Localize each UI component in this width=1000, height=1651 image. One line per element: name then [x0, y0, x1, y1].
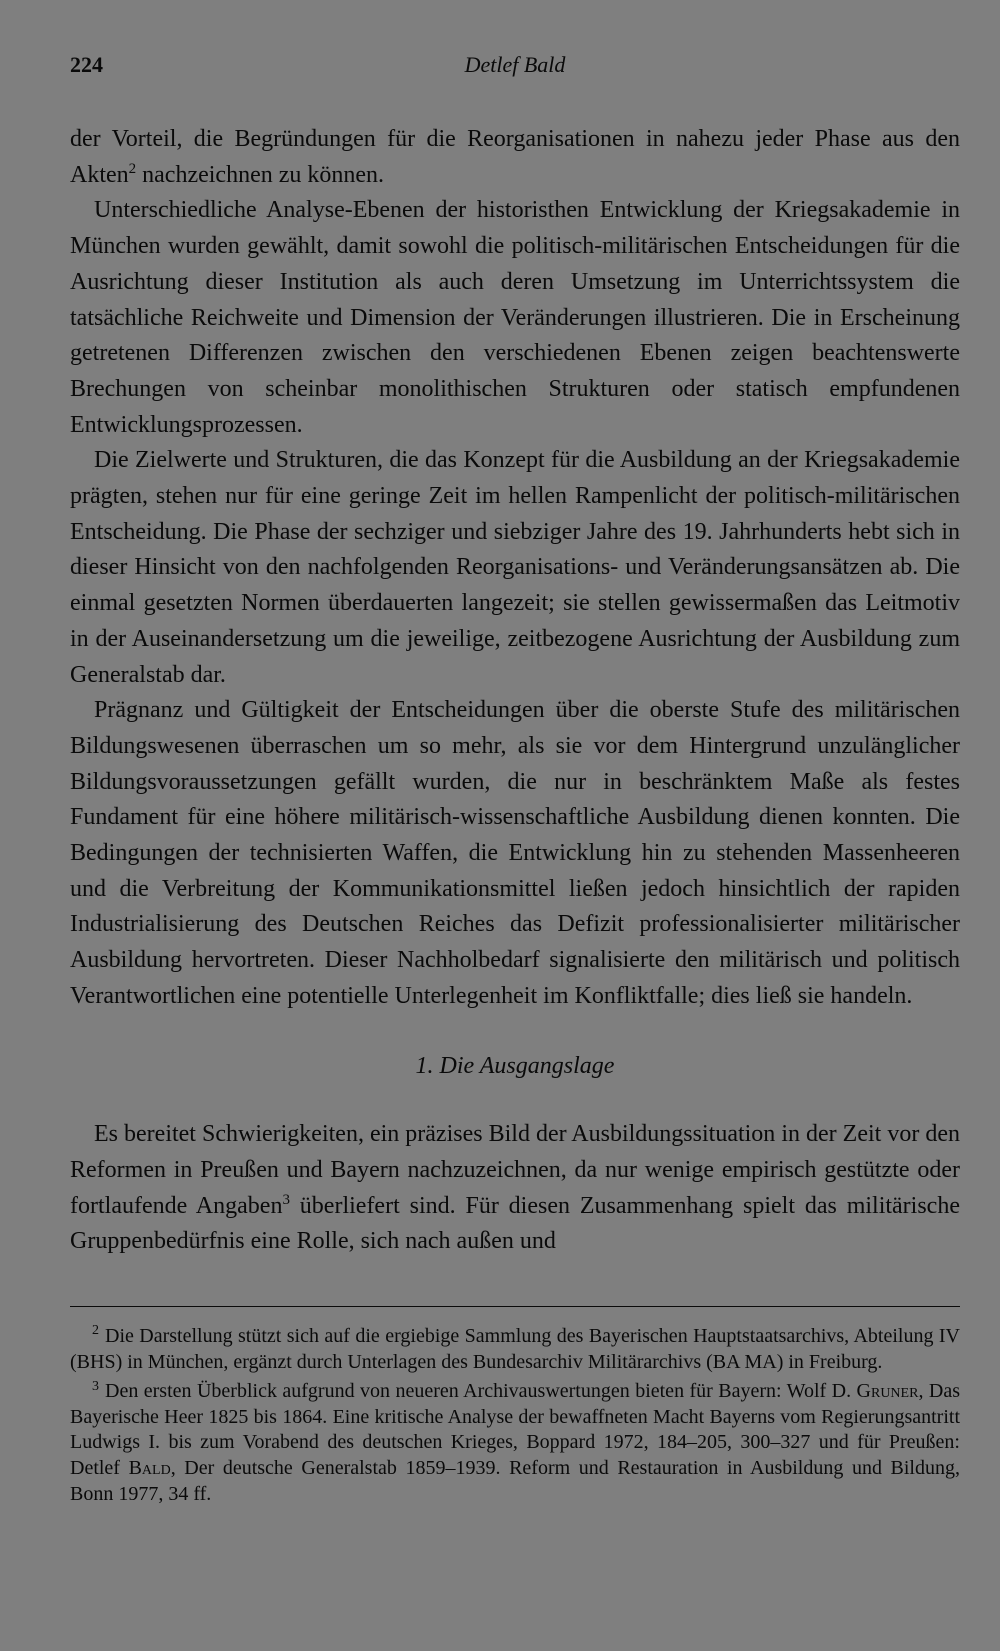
footnote-mark: 3 — [92, 1378, 99, 1394]
paragraph-1-text: der Vorteil, die Begründungen für die Reorganisationen in nahezu jeder Phase aus den Akten — [70, 126, 960, 188]
author-name: Bald — [128, 1456, 171, 1479]
page-header — [70, 52, 960, 92]
footnote-2 — [70, 1324, 960, 1375]
paragraph-5 — [70, 1117, 960, 1260]
footnotes — [70, 1324, 960, 1511]
author-name: Gruner — [856, 1380, 919, 1403]
footnote-ref-2[interactable]: 2 — [128, 160, 137, 177]
footnote-3 — [70, 1379, 960, 1507]
paragraph-3: Die Zielwerte und Strukturen, die das Konzept für die Ausbildung an der Kriegsakademie prägten, stehen nur für eine geringe Zeit im hellen Rampenlicht der politisch-militärischen Entscheidung. Die Phase der sechziger und siebziger Jahre des 19. Jahrhunderts hebt sich in dieser Hinsicht von den nachfolgenden Reorganisations- und Veränderungsansätzen ab. Die einmal gesetzten Normen überdauerten langezeit; sie stellen gewissermaßen das Leitmotiv in der Auseinandersetzung um die jeweilige, zeitbezogene Ausrichtung der Ausbildung zum Generalstab dar. — [70, 447, 960, 688]
paragraph-5-text: Es bereitet Schwierigkeiten, ein präzises Bild der Ausbildungssituation in der Zeit vor den Reformen in Preußen und Bayern nachzuzeichnen, da nur wenige empirisch gestützte oder fortlaufende Angaben — [70, 1121, 960, 1219]
section-heading: 1. Die Ausgangslage — [415, 1052, 615, 1079]
running-title: Detlef Bald — [464, 52, 566, 77]
footnote-text-a: Den ersten Überblick aufgrund von neueren Archivauswertungen bieten für Bayern: Wolf D. — [105, 1380, 857, 1403]
footnote-divider — [70, 1306, 960, 1307]
footnote-text: Die Darstellung stützt sich auf die ergiebige Sammlung des Bayerischen Hauptstaatsarchivs, Abteilung IV (BHS) in München, ergänzt durch Unterlagen des Bundesarchiv Militärarchivs (BA MA) in Freiburg. — [70, 1325, 960, 1373]
footnote-mark: 2 — [92, 1323, 99, 1339]
paragraph-5-tail: überliefert sind. Für diesen Zusammenhang spielt das militärische Gruppenbedürfnis eine Rolle, sich nach außen und — [70, 1192, 960, 1255]
paragraph-4: Prägnanz und Gültigkeit der Entscheidungen über die oberste Stufe des militärischen Bildungswesenen überraschen um so mehr, als sie vor dem Hintergrund unzulänglicher Bildungsvoraussetzungen gefällt wurden, die nur in beschränktem Maße als festes Fundament für eine höhere militärisch-wissenschaftliche Ausbildung dienen konnten. Die Bedingungen der technisierten Waffen, die Entwicklung hin zu stehenden Massenheeren und die Verbreitung der Kommunikationsmittel ließen jedoch hinsichtlich der rapiden Industrialisierung des Deutschen Reiches das Defizit professionalisierter militärischer Ausbildung hervortreten. Dieser Nachholbedarf signalisierte den militärisch und politisch Verantwortlichen eine potentielle Unterlegenheit im Konfliktfalle; dies ließ sie handeln. — [70, 697, 960, 1009]
footnote-text-c: , Der deutsche Generalstab 1859–1939. Reform und Restauration in Ausbildung und Bildung, Bonn 1977, 34 ff. — [70, 1456, 960, 1505]
footnote-ref-3[interactable]: 3 — [282, 1191, 290, 1208]
paragraph-2: Unterschiedliche Analyse-Ebenen der historisthen Entwicklung der Kriegsakademie in München wurden gewählt, damit sowohl die politisch-militärischen Entscheidungen für die Ausrichtung dieser Institution als auch deren Umsetzung im Unterrichtssystem die tatsächliche Reichweite und Dimension der Veränderungen illustrieren. Die in Erscheinung getretenen Differenzen zwischen den verschiedenen Ebenen zeigen beachtenswerte Brechungen von scheinbar monolithischen Strukturen oder statisch empfundenen Entwicklungsprozessen. — [70, 197, 960, 438]
footnote-text-b: , Das Bayerische Heer 1825 bis 1864. Eine kritische Analyse der bewaffneten Macht Bayerns vom Regierungsantritt Ludwigs I. bis zum Vorabend des deutschen Krieges, Boppard 1972, 184–205, 300–327 und für Preußen: Detlef — [70, 1380, 960, 1479]
paragraph-1 — [70, 122, 960, 193]
main-text — [70, 122, 960, 1260]
page-number: 224 — [70, 52, 103, 77]
paragraph-1-tail: nachzeichnen zu können. — [136, 161, 385, 188]
